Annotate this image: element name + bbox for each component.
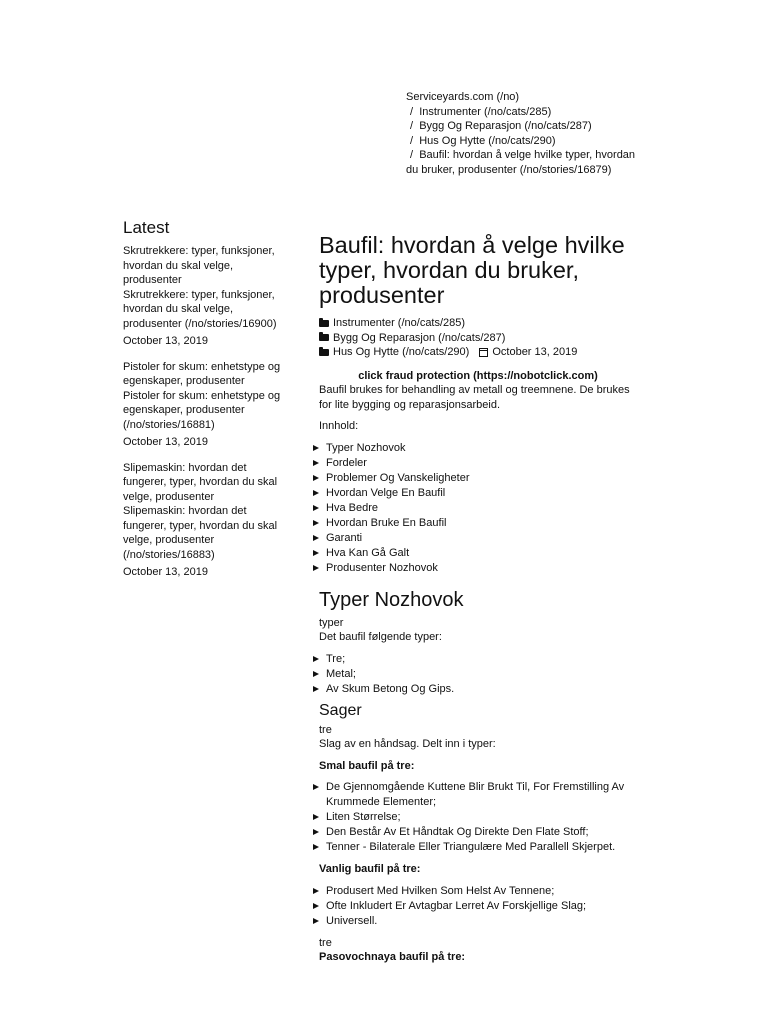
story-image[interactable] bbox=[123, 461, 283, 505]
saw-features-list bbox=[319, 780, 637, 855]
fraud-protection-link[interactable]: click fraud protection (https://nobotclick.com) bbox=[358, 369, 598, 382]
list-item: Ofte Inkludert Er Avtagbar Lerret Av Forskjellige Slag; bbox=[319, 899, 637, 914]
breadcrumb-separator: / bbox=[410, 134, 414, 147]
sidebar-title: Latest bbox=[123, 218, 170, 237]
category-link-hus[interactable]: Hus Og Hytte (/no/cats/290) bbox=[333, 346, 470, 358]
list-item: Produsert Med Hvilken Som Helst Av Tennene; bbox=[319, 884, 637, 899]
toc-item[interactable]: Garanti bbox=[319, 531, 637, 546]
article-category bbox=[319, 331, 637, 346]
subtype-label: Pasovochnaya baufil på tre: bbox=[319, 951, 466, 963]
folder-icon bbox=[319, 349, 329, 356]
story-link[interactable]: Skrutrekkere: typer, funksjoner, hvordan du skal velge, produsenter (/no/stories/16900) bbox=[123, 288, 277, 330]
story-link[interactable]: Slipemaskin: hvordan det fungerer, typer, hvordan du skal velge, produsenter (/no/stories/16883) bbox=[123, 505, 278, 561]
list-item: Av Skum Betong Og Gips. bbox=[319, 682, 637, 697]
section-text: Slag av en håndsag. Delt inn i typer: bbox=[319, 738, 496, 750]
article bbox=[319, 233, 637, 965]
breadcrumb-separator: / bbox=[410, 105, 414, 118]
story-image[interactable] bbox=[123, 360, 283, 389]
section-image-alt: tre bbox=[319, 723, 332, 736]
breadcrumb-link-instrumenter[interactable]: Instrumenter (/no/cats/285) bbox=[419, 105, 552, 118]
story-image[interactable] bbox=[123, 244, 283, 288]
toc-item[interactable]: Hvordan Bruke En Baufil bbox=[319, 516, 637, 531]
toc-item[interactable]: Problemer Og Vanskeligheter bbox=[319, 471, 637, 486]
sidebar-story bbox=[123, 461, 283, 580]
toc-label: Innhold: bbox=[319, 420, 359, 432]
breadcrumb bbox=[406, 90, 646, 177]
article-category bbox=[319, 316, 637, 331]
toc-item[interactable]: Hva Bedre bbox=[319, 501, 637, 516]
story-image-alt: Slipemaskin: hvordan det fungerer, typer, hvordan du skal velge, produsenter bbox=[123, 461, 278, 503]
list-item: Tre; bbox=[319, 652, 637, 667]
section-image bbox=[319, 723, 637, 738]
latest-sidebar bbox=[123, 218, 283, 591]
saw-features-list bbox=[319, 884, 637, 929]
sidebar-story bbox=[123, 360, 283, 450]
category-link-bygg[interactable]: Bygg Og Reparasjon (/no/cats/287) bbox=[333, 331, 506, 344]
list-item: Liten Størrelse; bbox=[319, 810, 637, 825]
category-link-instrumenter[interactable]: Instrumenter (/no/cats/285) bbox=[333, 317, 466, 329]
breadcrumb-item bbox=[406, 105, 646, 120]
section-text: Det baufil følgende typer: bbox=[319, 631, 442, 643]
article-date: October 13, 2019 bbox=[492, 346, 578, 358]
story-image-alt: Pistoler for skum: enhetstype og egenskaper, produsenter bbox=[123, 360, 281, 387]
story-image-alt: Skrutrekkere: typer, funksjoner, hvordan du skal velge, produsenter bbox=[123, 245, 275, 286]
section-image-alt: tre bbox=[319, 936, 332, 949]
subsection-heading: Sager bbox=[319, 701, 362, 719]
list-item: Metal; bbox=[319, 667, 637, 682]
types-list bbox=[319, 652, 637, 697]
breadcrumb-item bbox=[406, 134, 646, 149]
story-date: October 13, 2019 bbox=[123, 436, 209, 448]
breadcrumb-home-link[interactable]: Serviceyards.com (/no) bbox=[406, 91, 520, 103]
section-image-alt: typer bbox=[319, 616, 344, 629]
sidebar-story bbox=[123, 244, 283, 349]
breadcrumb-separator: / bbox=[410, 149, 414, 161]
story-date: October 13, 2019 bbox=[123, 335, 209, 347]
folder-icon bbox=[319, 320, 329, 327]
article-intro: Baufil brukes for behandling av metall og treemnene. De brukes for lite bygging og reparasjonsarbeid. bbox=[319, 384, 630, 411]
article-category bbox=[319, 345, 637, 360]
story-date: October 13, 2019 bbox=[123, 566, 209, 578]
breadcrumb-separator: / bbox=[410, 120, 414, 132]
section-image bbox=[319, 616, 637, 631]
toc-item[interactable]: Typer Nozhovok bbox=[319, 441, 637, 456]
section-image bbox=[319, 936, 637, 951]
breadcrumb-link-bygg[interactable]: Bygg Og Reparasjon (/no/cats/287) bbox=[419, 120, 592, 132]
list-item: Den Består Av Et Håndtak Og Direkte Den Flate Stoff; bbox=[319, 825, 637, 840]
toc-item[interactable]: Fordeler bbox=[319, 456, 637, 471]
breadcrumb-item bbox=[406, 148, 646, 177]
list-item: Universell. bbox=[319, 914, 637, 929]
list-item: De Gjennomgående Kuttene Blir Brukt Til, For Fremstilling Av Krummede Elementer; bbox=[319, 780, 637, 810]
table-of-contents bbox=[319, 441, 637, 576]
toc-item[interactable]: Hvordan Velge En Baufil bbox=[319, 486, 637, 501]
article-title: Baufil: hvordan å velge hvilke typer, hvordan du bruker, produsenter bbox=[319, 232, 625, 308]
breadcrumb-link-current[interactable]: Baufil: hvordan å velge hvilke typer, hvordan du bruker, produsenter (/no/stories/16879) bbox=[406, 149, 636, 176]
subtype-label: Smal baufil på tre: bbox=[319, 759, 415, 772]
list-item: Tenner - Bilaterale Eller Triangulære Med Parallell Skjerpet. bbox=[319, 840, 637, 855]
breadcrumb-link-hus[interactable]: Hus Og Hytte (/no/cats/290) bbox=[419, 134, 556, 147]
toc-item[interactable]: Produsenter Nozhovok bbox=[319, 561, 637, 576]
toc-item[interactable]: Hva Kan Gå Galt bbox=[319, 546, 637, 561]
folder-icon bbox=[319, 334, 329, 341]
section-heading: Typer Nozhovok bbox=[319, 588, 464, 611]
story-link[interactable]: Pistoler for skum: enhetstype og egenskaper, produsenter (/no/stories/16881) bbox=[123, 389, 281, 431]
breadcrumb-item bbox=[406, 119, 646, 134]
subtype-label: Vanlig baufil på tre: bbox=[319, 863, 421, 875]
calendar-icon bbox=[479, 348, 488, 357]
